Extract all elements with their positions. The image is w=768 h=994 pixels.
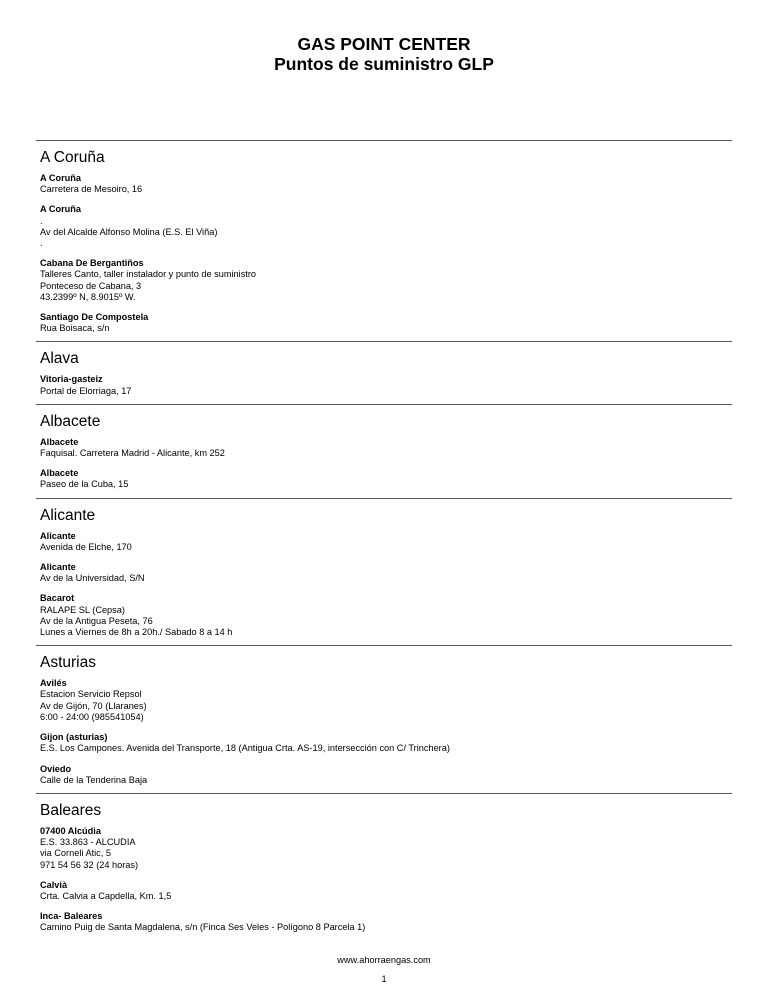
entry-city: Calvià	[40, 879, 68, 890]
entry-city: Albacete	[40, 436, 79, 447]
entry-city: Cabana De Bergantiños	[40, 258, 144, 269]
supply-point-entry	[40, 678, 732, 723]
entry-city: Albacete	[40, 468, 79, 479]
entry-detail-line: .	[40, 215, 43, 226]
entry-detail-line: E.S. 33.863 - ALCUDIA	[40, 837, 136, 848]
region-title: Asturias	[40, 654, 96, 672]
entry-city: Alicante	[40, 530, 76, 541]
page-header	[0, 34, 768, 74]
supply-point-entry	[40, 204, 732, 249]
supply-point-entry	[40, 312, 732, 334]
region-section	[36, 498, 732, 646]
entry-detail-line: Portal de Elorriaga, 17	[40, 385, 132, 396]
supply-point-entry	[40, 732, 732, 754]
entry-detail-line: 43.2399º N, 8.9015º W.	[40, 291, 136, 302]
entry-city: Bacarot	[40, 593, 75, 604]
supply-point-entry	[40, 374, 732, 396]
entry-city: Avilés	[40, 678, 67, 689]
supply-point-entry	[40, 826, 732, 871]
entry-city: A Coruña	[40, 204, 82, 215]
supply-point-entry	[40, 593, 732, 638]
entry-detail-line: E.S. Los Campones. Avenida del Transporte, 18 (Antigua Crta. AS-19, intersección con C/ Trinchera)	[40, 743, 450, 754]
supply-point-entry	[40, 468, 732, 490]
region-title: Baleares	[40, 801, 102, 819]
supply-point-entry	[40, 562, 732, 584]
entry-detail-line: .	[40, 238, 43, 249]
entry-detail-line: Faquisal. Carretera Madrid - Alicante, km 252	[40, 448, 225, 459]
entry-city: Oviedo	[40, 763, 72, 774]
region-section	[36, 341, 732, 403]
footer-website: www.ahorraengas.com	[337, 955, 431, 965]
supply-point-entry	[40, 173, 732, 195]
region-title: Alicante	[40, 506, 96, 524]
supply-point-entry	[40, 764, 732, 786]
page-footer	[0, 955, 768, 993]
entry-detail-line: Av del Alcalde Alfonso Molina (E.S. El Viña)	[40, 226, 218, 237]
region-section	[36, 793, 732, 941]
page-number: 1	[381, 974, 387, 984]
entry-detail-line: Camino Puig de Santa Magdalena, s/n (Finca Ses Veles - Polígono 8 Parcela 1)	[40, 922, 366, 933]
region-section	[36, 404, 732, 498]
entry-city: Gijon (asturias)	[40, 732, 108, 743]
supply-points-list	[36, 140, 732, 941]
entry-detail-line: Av de la Universidad, S/N	[40, 573, 145, 584]
document-subtitle: Puntos de suministro GLP	[274, 54, 494, 74]
supply-point-entry	[40, 911, 732, 933]
entry-city: Vitoria-gasteiz	[40, 374, 103, 385]
entry-detail-line: Calle de la Tenderina Baja	[40, 774, 148, 785]
entry-detail-line: Lunes a Viernes de 8h a 20h./ Sabado 8 a 14 h	[40, 627, 233, 638]
entry-detail-line: RALAPE SL (Cepsa)	[40, 604, 125, 615]
supply-point-entry	[40, 531, 732, 553]
entry-city: Alicante	[40, 562, 76, 573]
entry-city: Inca- Baleares	[40, 911, 103, 922]
entry-detail-line: Av de la Antigua Peseta, 76	[40, 615, 153, 626]
entry-detail-line: Avenida de Elche, 170	[40, 541, 132, 552]
region-section	[36, 140, 732, 341]
supply-point-entry	[40, 880, 732, 902]
entry-city: A Coruña	[40, 173, 82, 183]
entry-detail-line: Paseo de la Cuba, 15	[40, 479, 129, 490]
region-section	[36, 645, 732, 793]
entry-city: Santiago De Compostela	[40, 312, 149, 323]
supply-point-entry	[40, 258, 732, 303]
supply-point-entry	[40, 437, 732, 459]
region-title: A Coruña	[40, 149, 105, 166]
entry-detail-line: Ponteceso de Cabana, 3	[40, 280, 142, 291]
entry-detail-line: 971 54 56 32 (24 horas)	[40, 859, 139, 870]
region-title: Albacete	[40, 412, 101, 430]
entry-detail-line: Crta. Calvia a Capdella, Km. 1,5	[40, 890, 172, 901]
entry-detail-line: Talleres Canto, taller instalador y punto de suministro	[40, 269, 257, 280]
entry-detail-line: 6:00 - 24:00 (985541054)	[40, 711, 144, 722]
entry-detail-line: Carretera de Mesoiro, 16	[40, 184, 143, 195]
entry-detail-line: Av de Gijón, 70 (Llaranes)	[40, 700, 147, 711]
entry-detail-line: via Corneli Atic, 5	[40, 848, 111, 859]
entry-detail-line: Rua Boisaca, s/n	[40, 323, 110, 334]
entry-city: 07400 Alcúdia	[40, 825, 101, 836]
entry-detail-line: Estacion Servicio Repsol	[40, 689, 142, 700]
document-title: GAS POINT CENTER	[297, 34, 471, 54]
region-title: Alava	[40, 350, 79, 368]
